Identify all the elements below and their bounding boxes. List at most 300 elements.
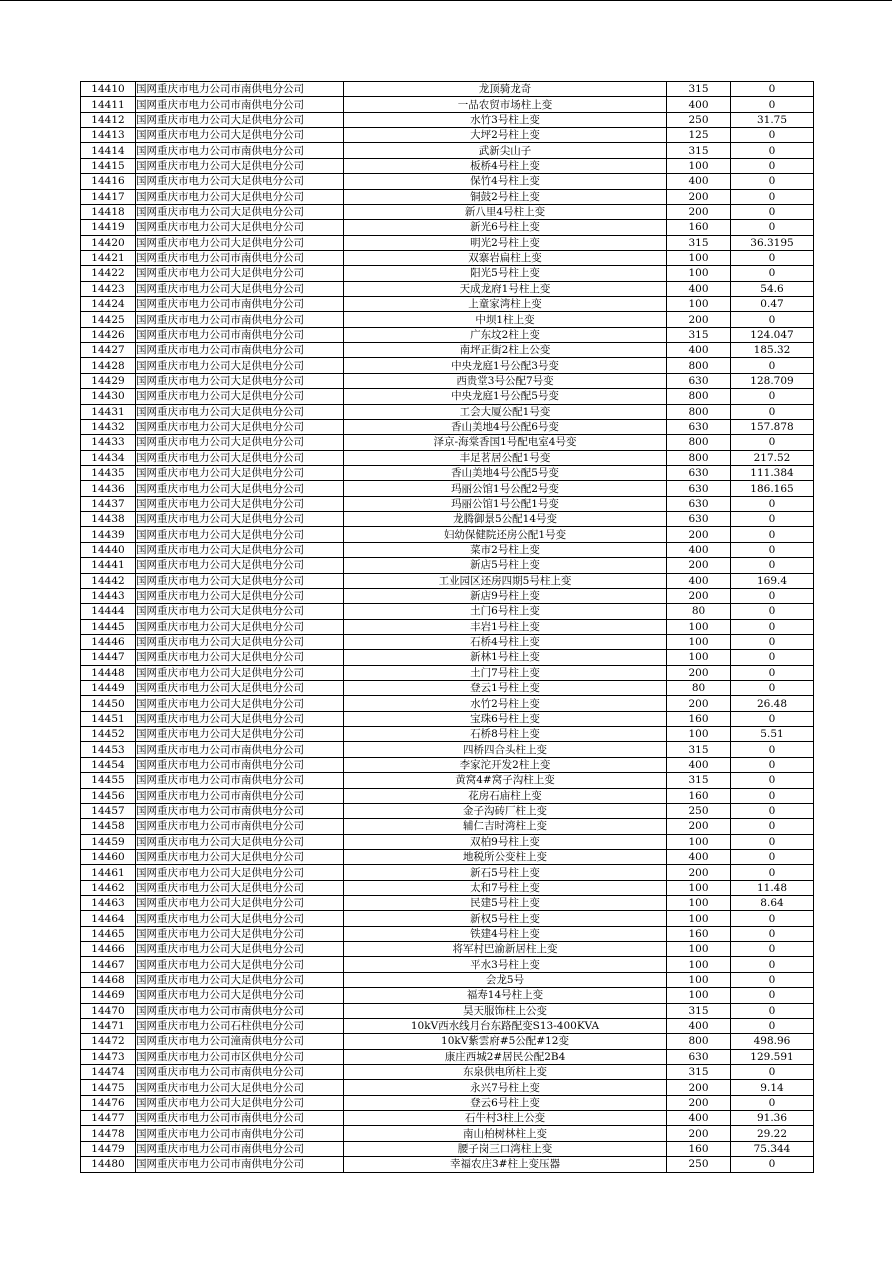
row-id-cell: 14410 — [81, 82, 136, 97]
table-row — [81, 619, 814, 634]
transformer-name-cell: 工会大厦公配1号变 — [344, 404, 667, 419]
company-cell: 国网重庆市电力公司大足供电分公司 — [136, 481, 344, 496]
capacity-cell: 100 — [667, 297, 731, 312]
transformer-name-cell: 石桥8号柱上变 — [344, 727, 667, 742]
table-row — [81, 819, 814, 834]
transformer-name-cell: 丰岩1号柱上变 — [344, 619, 667, 634]
value-cell: 11.48 — [731, 880, 814, 895]
value-cell: 0 — [731, 650, 814, 665]
table-row — [81, 604, 814, 619]
company-cell: 国网重庆市电力公司市南供电分公司 — [136, 143, 344, 158]
transformer-name-cell: 福寿14号柱上变 — [344, 988, 667, 1003]
transformer-name-cell: 10kV紫雲府#5公配#12变 — [344, 1034, 667, 1049]
row-id-cell: 14420 — [81, 235, 136, 250]
transformer-name-cell: 双柏9号柱上变 — [344, 834, 667, 849]
company-cell: 国网重庆市电力公司大足供电分公司 — [136, 972, 344, 987]
company-cell: 国网重庆市电力公司大足供电分公司 — [136, 158, 344, 173]
value-cell: 111.384 — [731, 465, 814, 480]
transformer-name-cell: 土门7号柱上变 — [344, 665, 667, 680]
table-row — [81, 373, 814, 388]
capacity-cell: 630 — [667, 481, 731, 496]
table-row — [81, 158, 814, 173]
table-row — [81, 281, 814, 296]
row-id-cell: 14464 — [81, 911, 136, 926]
table-row — [81, 711, 814, 726]
row-id-cell: 14450 — [81, 696, 136, 711]
table-row — [81, 465, 814, 480]
table-row — [81, 327, 814, 342]
table-row — [81, 174, 814, 189]
row-id-cell: 14415 — [81, 158, 136, 173]
capacity-cell: 400 — [667, 542, 731, 557]
value-cell: 186.165 — [731, 481, 814, 496]
capacity-cell: 400 — [667, 849, 731, 864]
row-id-cell: 14441 — [81, 558, 136, 573]
capacity-cell: 200 — [667, 696, 731, 711]
value-cell: 0 — [731, 97, 814, 112]
company-cell: 国网重庆市电力公司市南供电分公司 — [136, 803, 344, 818]
capacity-cell: 80 — [667, 604, 731, 619]
transformer-name-cell: 东泉供电所柱上变 — [344, 1065, 667, 1080]
company-cell: 国网重庆市电力公司大足供电分公司 — [136, 865, 344, 880]
capacity-cell: 125 — [667, 128, 731, 143]
row-id-cell: 14449 — [81, 681, 136, 696]
table-row — [81, 143, 814, 158]
table-row — [81, 204, 814, 219]
table-row — [81, 312, 814, 327]
value-cell: 0 — [731, 527, 814, 542]
row-id-cell: 14436 — [81, 481, 136, 496]
capacity-cell: 100 — [667, 158, 731, 173]
row-id-cell: 14444 — [81, 604, 136, 619]
value-cell: 0 — [731, 204, 814, 219]
company-cell: 国网重庆市电力公司大足供电分公司 — [136, 880, 344, 895]
transformer-name-cell: 菜市2号柱上变 — [344, 542, 667, 557]
value-cell: 0 — [731, 250, 814, 265]
capacity-cell: 400 — [667, 97, 731, 112]
company-cell: 国网重庆市电力公司大足供电分公司 — [136, 942, 344, 957]
table-row — [81, 588, 814, 603]
table-row — [81, 1065, 814, 1080]
company-cell: 国网重庆市电力公司市南供电分公司 — [136, 312, 344, 327]
company-cell: 国网重庆市电力公司大足供电分公司 — [136, 1080, 344, 1095]
value-cell: 0 — [731, 128, 814, 143]
value-cell: 0 — [731, 1095, 814, 1110]
capacity-cell: 400 — [667, 174, 731, 189]
value-cell: 0 — [731, 819, 814, 834]
transformer-name-cell: 辅仁吉时湾柱上变 — [344, 819, 667, 834]
company-cell: 国网重庆市电力公司大足供电分公司 — [136, 711, 344, 726]
value-cell: 29.22 — [731, 1126, 814, 1141]
company-cell: 国网重庆市电力公司市南供电分公司 — [136, 1065, 344, 1080]
capacity-cell: 200 — [667, 588, 731, 603]
table-row — [81, 389, 814, 404]
value-cell: 0 — [731, 711, 814, 726]
transformer-name-cell: 新八里4号柱上变 — [344, 204, 667, 219]
row-id-cell: 14413 — [81, 128, 136, 143]
transformer-name-cell: 龙顶骑龙奇 — [344, 82, 667, 97]
transformer-name-cell: 铜鼓2号柱上变 — [344, 189, 667, 204]
row-id-cell: 14439 — [81, 527, 136, 542]
company-cell: 国网重庆市电力公司大足供电分公司 — [136, 465, 344, 480]
row-id-cell: 14429 — [81, 373, 136, 388]
capacity-cell: 800 — [667, 389, 731, 404]
row-id-cell: 14440 — [81, 542, 136, 557]
value-cell: 0 — [731, 865, 814, 880]
company-cell: 国网重庆市电力公司大足供电分公司 — [136, 174, 344, 189]
table-row — [81, 650, 814, 665]
row-id-cell: 14463 — [81, 896, 136, 911]
capacity-cell: 100 — [667, 896, 731, 911]
value-cell: 0 — [731, 957, 814, 972]
table-row — [81, 220, 814, 235]
transformer-name-cell: 石桥4号柱上变 — [344, 634, 667, 649]
table-row — [81, 957, 814, 972]
table-row — [81, 681, 814, 696]
company-cell: 国网重庆市电力公司大足供电分公司 — [136, 128, 344, 143]
table-row — [81, 250, 814, 265]
company-cell: 国网重庆市电力公司大足供电分公司 — [136, 619, 344, 634]
row-id-cell: 14451 — [81, 711, 136, 726]
row-id-cell: 14431 — [81, 404, 136, 419]
capacity-cell: 200 — [667, 1095, 731, 1110]
transformer-name-cell: 民建5号柱上变 — [344, 896, 667, 911]
row-id-cell: 14424 — [81, 297, 136, 312]
row-id-cell: 14478 — [81, 1126, 136, 1141]
transformer-name-cell: 龙腾御景5公配14号变 — [344, 512, 667, 527]
transformer-name-cell: 一品农贸市场柱上变 — [344, 97, 667, 112]
row-id-cell: 14428 — [81, 358, 136, 373]
transformer-name-cell: 10kV西水线月台东路配变S13-400KVA — [344, 1018, 667, 1033]
value-cell: 5.51 — [731, 727, 814, 742]
capacity-cell: 800 — [667, 435, 731, 450]
company-cell: 国网重庆市电力公司大足供电分公司 — [136, 358, 344, 373]
table-row — [81, 788, 814, 803]
company-cell: 国网重庆市电力公司市南供电分公司 — [136, 1126, 344, 1141]
table-row — [81, 696, 814, 711]
value-cell: 0 — [731, 1003, 814, 1018]
row-id-cell: 14422 — [81, 266, 136, 281]
company-cell: 国网重庆市电力公司大足供电分公司 — [136, 542, 344, 557]
value-cell: 36.3195 — [731, 235, 814, 250]
table-row — [81, 1141, 814, 1156]
value-cell: 0 — [731, 158, 814, 173]
capacity-cell: 100 — [667, 727, 731, 742]
row-id-cell: 14475 — [81, 1080, 136, 1095]
value-cell: 157.878 — [731, 419, 814, 434]
transformer-table — [80, 81, 814, 1173]
row-id-cell: 14460 — [81, 849, 136, 864]
value-cell: 0 — [731, 619, 814, 634]
transformer-name-cell: 新林1号柱上变 — [344, 650, 667, 665]
table-row — [81, 542, 814, 557]
capacity-cell: 315 — [667, 327, 731, 342]
value-cell: 0 — [731, 1065, 814, 1080]
transformer-name-cell: 丰足茗居公配1号变 — [344, 450, 667, 465]
value-cell: 0 — [731, 542, 814, 557]
capacity-cell: 315 — [667, 82, 731, 97]
table-row — [81, 1095, 814, 1110]
row-id-cell: 14414 — [81, 143, 136, 158]
table-row — [81, 1018, 814, 1033]
table-row — [81, 773, 814, 788]
company-cell: 国网重庆市电力公司市南供电分公司 — [136, 773, 344, 788]
transformer-name-cell: 土门6号柱上变 — [344, 604, 667, 619]
capacity-cell: 250 — [667, 803, 731, 818]
table-row — [81, 757, 814, 772]
row-id-cell: 14457 — [81, 803, 136, 818]
company-cell: 国网重庆市电力公司市南供电分公司 — [136, 788, 344, 803]
capacity-cell: 800 — [667, 358, 731, 373]
company-cell: 国网重庆市电力公司大足供电分公司 — [136, 849, 344, 864]
row-id-cell: 14426 — [81, 327, 136, 342]
capacity-cell: 100 — [667, 266, 731, 281]
table-row — [81, 1003, 814, 1018]
transformer-name-cell: 中央龙庭1号公配5号变 — [344, 389, 667, 404]
value-cell: 0 — [731, 942, 814, 957]
value-cell: 0 — [731, 926, 814, 941]
capacity-cell: 630 — [667, 465, 731, 480]
row-id-cell: 14435 — [81, 465, 136, 480]
transformer-name-cell: 石牛村3柱上公变 — [344, 1111, 667, 1126]
transformer-name-cell: 西贵堂3号公配7号变 — [344, 373, 667, 388]
table-row — [81, 343, 814, 358]
table-body — [81, 82, 814, 1173]
company-cell: 国网重庆市电力公司大足供电分公司 — [136, 112, 344, 127]
capacity-cell: 100 — [667, 250, 731, 265]
transformer-name-cell: 平水3号柱上变 — [344, 957, 667, 972]
value-cell: 0 — [731, 788, 814, 803]
row-id-cell: 14446 — [81, 634, 136, 649]
value-cell: 0 — [731, 665, 814, 680]
capacity-cell: 200 — [667, 204, 731, 219]
row-id-cell: 14472 — [81, 1034, 136, 1049]
table-row — [81, 865, 814, 880]
capacity-cell: 315 — [667, 1065, 731, 1080]
company-cell: 国网重庆市电力公司大足供电分公司 — [136, 573, 344, 588]
row-id-cell: 14459 — [81, 834, 136, 849]
transformer-name-cell: 花房石庙柱上变 — [344, 788, 667, 803]
value-cell: 0 — [731, 604, 814, 619]
table-row — [81, 435, 814, 450]
row-id-cell: 14477 — [81, 1111, 136, 1126]
row-id-cell: 14438 — [81, 512, 136, 527]
transformer-name-cell: 永兴7号柱上变 — [344, 1080, 667, 1095]
transformer-name-cell: 水竹3号柱上变 — [344, 112, 667, 127]
row-id-cell: 14425 — [81, 312, 136, 327]
row-id-cell: 14411 — [81, 97, 136, 112]
value-cell: 0 — [731, 143, 814, 158]
company-cell: 国网重庆市电力公司市南供电分公司 — [136, 1111, 344, 1126]
capacity-cell: 100 — [667, 880, 731, 895]
row-id-cell: 14443 — [81, 588, 136, 603]
row-id-cell: 14423 — [81, 281, 136, 296]
company-cell: 国网重庆市电力公司大足供电分公司 — [136, 911, 344, 926]
transformer-name-cell: 泽京-海棠香国1号配电室4号变 — [344, 435, 667, 450]
transformer-name-cell: 明光2号柱上变 — [344, 235, 667, 250]
company-cell: 国网重庆市电力公司市南供电分公司 — [136, 742, 344, 757]
capacity-cell: 315 — [667, 742, 731, 757]
capacity-cell: 100 — [667, 619, 731, 634]
company-cell: 国网重庆市电力公司大足供电分公司 — [136, 404, 344, 419]
value-cell: 0 — [731, 1157, 814, 1172]
company-cell: 国网重庆市电力公司大足供电分公司 — [136, 926, 344, 941]
table-row — [81, 1080, 814, 1095]
capacity-cell: 800 — [667, 1034, 731, 1049]
transformer-name-cell: 妇幼保健院还房公配1号变 — [344, 527, 667, 542]
value-cell: 0 — [731, 558, 814, 573]
company-cell: 国网重庆市电力公司大足供电分公司 — [136, 450, 344, 465]
value-cell: 129.591 — [731, 1049, 814, 1064]
transformer-name-cell: 铁建4号柱上变 — [344, 926, 667, 941]
table-row — [81, 849, 814, 864]
transformer-name-cell: 宝珠6号柱上变 — [344, 711, 667, 726]
table-row — [81, 896, 814, 911]
row-id-cell: 14430 — [81, 389, 136, 404]
company-cell: 国网重庆市电力公司大足供电分公司 — [136, 373, 344, 388]
row-id-cell: 14468 — [81, 972, 136, 987]
capacity-cell: 100 — [667, 972, 731, 987]
table-row — [81, 512, 814, 527]
transformer-name-cell: 中坝1柱上变 — [344, 312, 667, 327]
row-id-cell: 14470 — [81, 1003, 136, 1018]
company-cell: 国网重庆市电力公司大足供电分公司 — [136, 419, 344, 434]
company-cell: 国网重庆市电力公司市南供电分公司 — [136, 1003, 344, 1018]
value-cell: 124.047 — [731, 327, 814, 342]
capacity-cell: 100 — [667, 650, 731, 665]
capacity-cell: 400 — [667, 281, 731, 296]
value-cell: 0 — [731, 911, 814, 926]
capacity-cell: 630 — [667, 512, 731, 527]
transformer-name-cell: 李家沱开发2柱上变 — [344, 757, 667, 772]
capacity-cell: 160 — [667, 926, 731, 941]
value-cell: 185.32 — [731, 343, 814, 358]
company-cell: 国网重庆市电力公司大足供电分公司 — [136, 604, 344, 619]
company-cell: 国网重庆市电力公司大足供电分公司 — [136, 235, 344, 250]
row-id-cell: 14476 — [81, 1095, 136, 1110]
transformer-name-cell: 新光6号柱上变 — [344, 220, 667, 235]
value-cell: 0 — [731, 681, 814, 696]
table-row — [81, 404, 814, 419]
value-cell: 217.52 — [731, 450, 814, 465]
table-row — [81, 1157, 814, 1172]
capacity-cell: 200 — [667, 189, 731, 204]
value-cell: 0 — [731, 757, 814, 772]
transformer-name-cell: 新权5号柱上变 — [344, 911, 667, 926]
value-cell: 0 — [731, 634, 814, 649]
capacity-cell: 315 — [667, 235, 731, 250]
row-id-cell: 14474 — [81, 1065, 136, 1080]
table-row — [81, 496, 814, 511]
value-cell: 75.344 — [731, 1141, 814, 1156]
table-row — [81, 128, 814, 143]
table-row — [81, 1126, 814, 1141]
table-row — [81, 297, 814, 312]
capacity-cell: 160 — [667, 220, 731, 235]
capacity-cell: 100 — [667, 988, 731, 1003]
company-cell: 国网重庆市电力公司大足供电分公司 — [136, 957, 344, 972]
value-cell: 0 — [731, 773, 814, 788]
page-top-rule — [0, 0, 892, 1]
company-cell: 国网重庆市电力公司大足供电分公司 — [136, 665, 344, 680]
capacity-cell: 630 — [667, 373, 731, 388]
transformer-name-cell: 新石5号柱上变 — [344, 865, 667, 880]
company-cell: 国网重庆市电力公司潼南供电分公司 — [136, 1034, 344, 1049]
company-cell: 国网重庆市电力公司大足供电分公司 — [136, 896, 344, 911]
capacity-cell: 630 — [667, 419, 731, 434]
capacity-cell: 630 — [667, 496, 731, 511]
transformer-name-cell: 将军村巴渝新居柱上变 — [344, 942, 667, 957]
value-cell: 0 — [731, 834, 814, 849]
capacity-cell: 160 — [667, 711, 731, 726]
row-id-cell: 14479 — [81, 1141, 136, 1156]
company-cell: 国网重庆市电力公司大足供电分公司 — [136, 1095, 344, 1110]
value-cell: 0 — [731, 358, 814, 373]
company-cell: 国网重庆市电力公司大足供电分公司 — [136, 834, 344, 849]
company-cell: 国网重庆市电力公司大足供电分公司 — [136, 496, 344, 511]
value-cell: 498.96 — [731, 1034, 814, 1049]
transformer-name-cell: 玛丽公馆1号公配2号变 — [344, 481, 667, 496]
value-cell: 9.14 — [731, 1080, 814, 1095]
row-id-cell: 14467 — [81, 957, 136, 972]
capacity-cell: 100 — [667, 942, 731, 957]
company-cell: 国网重庆市电力公司大足供电分公司 — [136, 988, 344, 1003]
capacity-cell: 160 — [667, 788, 731, 803]
row-id-cell: 14461 — [81, 865, 136, 880]
transformer-name-cell: 武新尖山子 — [344, 143, 667, 158]
transformer-name-cell: 玛丽公馆1号公配1号变 — [344, 496, 667, 511]
company-cell: 国网重庆市电力公司大足供电分公司 — [136, 281, 344, 296]
transformer-name-cell: 上童家湾柱上变 — [344, 297, 667, 312]
capacity-cell: 200 — [667, 865, 731, 880]
capacity-cell: 250 — [667, 1157, 731, 1172]
value-cell: 31.75 — [731, 112, 814, 127]
company-cell: 国网重庆市电力公司大足供电分公司 — [136, 389, 344, 404]
table-row — [81, 972, 814, 987]
company-cell: 国网重庆市电力公司大足供电分公司 — [136, 727, 344, 742]
transformer-name-cell: 保竹4号柱上变 — [344, 174, 667, 189]
company-cell: 国网重庆市电力公司大足供电分公司 — [136, 558, 344, 573]
row-id-cell: 14480 — [81, 1157, 136, 1172]
capacity-cell: 100 — [667, 834, 731, 849]
row-id-cell: 14456 — [81, 788, 136, 803]
table-row — [81, 727, 814, 742]
value-cell: 0 — [731, 496, 814, 511]
company-cell: 国网重庆市电力公司市区供电分公司 — [136, 1049, 344, 1064]
row-id-cell: 14471 — [81, 1018, 136, 1033]
transformer-name-cell: 香山美地4号公配6号变 — [344, 419, 667, 434]
value-cell: 128.709 — [731, 373, 814, 388]
transformer-name-cell: 南坪正街2柱上公变 — [344, 343, 667, 358]
company-cell: 国网重庆市电力公司石柱供电分公司 — [136, 1018, 344, 1033]
transformer-name-cell: 四桥四合头柱上变 — [344, 742, 667, 757]
company-cell: 国网重庆市电力公司大足供电分公司 — [136, 527, 344, 542]
table-row — [81, 419, 814, 434]
capacity-cell: 200 — [667, 1080, 731, 1095]
capacity-cell: 200 — [667, 665, 731, 680]
row-id-cell: 14462 — [81, 880, 136, 895]
transformer-name-cell: 新店5号柱上变 — [344, 558, 667, 573]
value-cell: 0.47 — [731, 297, 814, 312]
company-cell: 国网重庆市电力公司市南供电分公司 — [136, 757, 344, 772]
value-cell: 0 — [731, 849, 814, 864]
capacity-cell: 100 — [667, 957, 731, 972]
value-cell: 0 — [731, 972, 814, 987]
company-cell: 国网重庆市电力公司大足供电分公司 — [136, 204, 344, 219]
company-cell: 国网重庆市电力公司市南供电分公司 — [136, 297, 344, 312]
capacity-cell: 400 — [667, 1111, 731, 1126]
row-id-cell: 14418 — [81, 204, 136, 219]
